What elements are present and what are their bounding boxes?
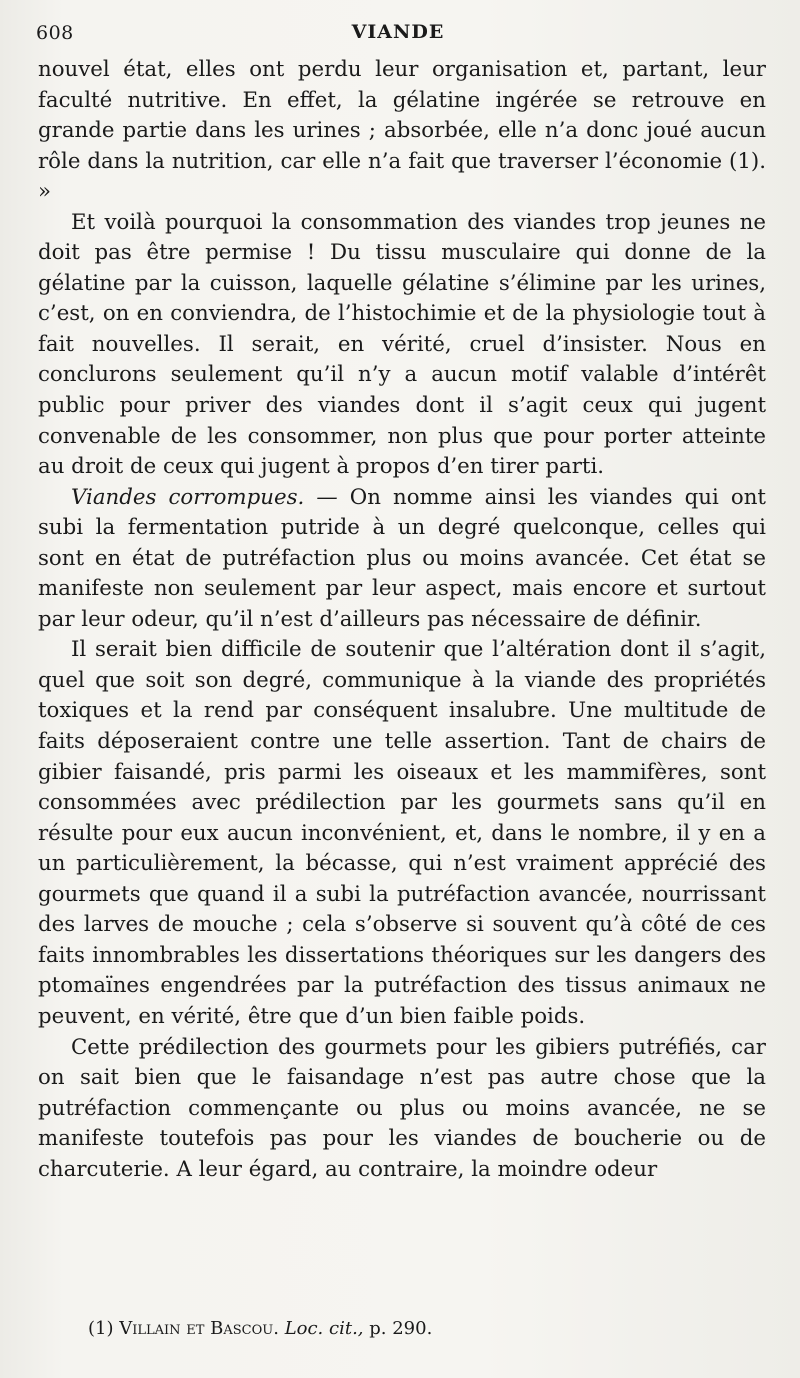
page-header — [36, 18, 760, 48]
footnote-page: p. 290. — [369, 1318, 433, 1339]
running-title: VIANDE — [351, 21, 445, 43]
body-text — [38, 55, 766, 1185]
footnote-ref: Loc. cit., — [284, 1318, 364, 1339]
paragraph-viandes-corrompues — [38, 483, 766, 636]
footnote-marker: (1) — [88, 1318, 114, 1339]
paragraph: Il serait bien difficile de soutenir que l’altération dont il s’agit, quel que soit son degré, communique à la viande des propriétés toxiques et la rend par conséquent insalubre. Une multitude de faits déposeraient contre une telle assertion. Tant de chairs de gibier faisandé, pris parmi les oiseaux et les mammifères, sont consommées avec prédilection par les gourmets sans qu’il en résulte pour eux aucun inconvénient, et, dans le nombre, il y en a un particulièrement, la bécasse, qui n’est vraiment apprécié des gourmets que quand il a subi la putréfaction avancée, nourrissant des larves de mouche ; cela s’observe si souvent qu’à côté de ces faits innombrables les dissertations théoriques sur les dangers des ptomaïnes engendrées par la putréfaction des tissus animaux ne peuvent, en vérité, être que d’un bien faible poids. — [38, 637, 766, 1029]
paragraph-text: On nomme ainsi les viandes qui ont subi la fermentation putride à un degré quelconque, celles qui sont en état de putréfaction plus ou moins avancée. Cet état se manifeste non seulement par leur aspect, mais encore et surtout par leur odeur, qu’il n’est d’ailleurs pas nécessaire de définir. — [38, 484, 766, 632]
paragraph: Et voilà pourquoi la consommation des viandes trop jeunes ne doit pas être permise ! Du tissu musculaire qui donne de la gélatine par la cuisson, laquelle gélatine s’élimine par les urines, c’est, on en conviendra, de l’histochimie et de la physiologie tout à fait nouvelles. Il serait, en vérité, cruel d’insister. Nous en conclurons seulement qu’il n’y a aucun motif valable d’intérêt public pour priver des viandes dont il s’agit ceux qui jugent convenable de les consommer, non plus que pour porter atteinte au droit de ceux qui jugent à propos d’en tirer parti. — [38, 209, 766, 480]
page-number: 608 — [36, 22, 74, 44]
footnote — [88, 1318, 760, 1339]
paragraph: Cette prédilection des gourmets pour les gibiers putréfiés, car on sait bien que le faisandage n’est pas autre chose que la putréfaction commençante ou plus ou moins avancée, ne se manifeste toutefois pas pour les viandes de boucherie ou de charcuterie. A leur égard, au contraire, la moindre odeur — [38, 1034, 766, 1182]
section-lead: Viandes corrompues. — — [71, 484, 338, 510]
footnote-authors: Villain et Bascou. — [119, 1318, 279, 1339]
paragraph-continuation: nouvel état, elles ont perdu leur organisation et, partant, leur faculté nutritive. En effet, la gélatine ingérée se retrouve en grande partie dans les urines ; absorbée, elle n’a donc joué aucun rôle dans la nutrition, car elle n’a fait que traverser l’économie (1). » — [38, 57, 766, 205]
